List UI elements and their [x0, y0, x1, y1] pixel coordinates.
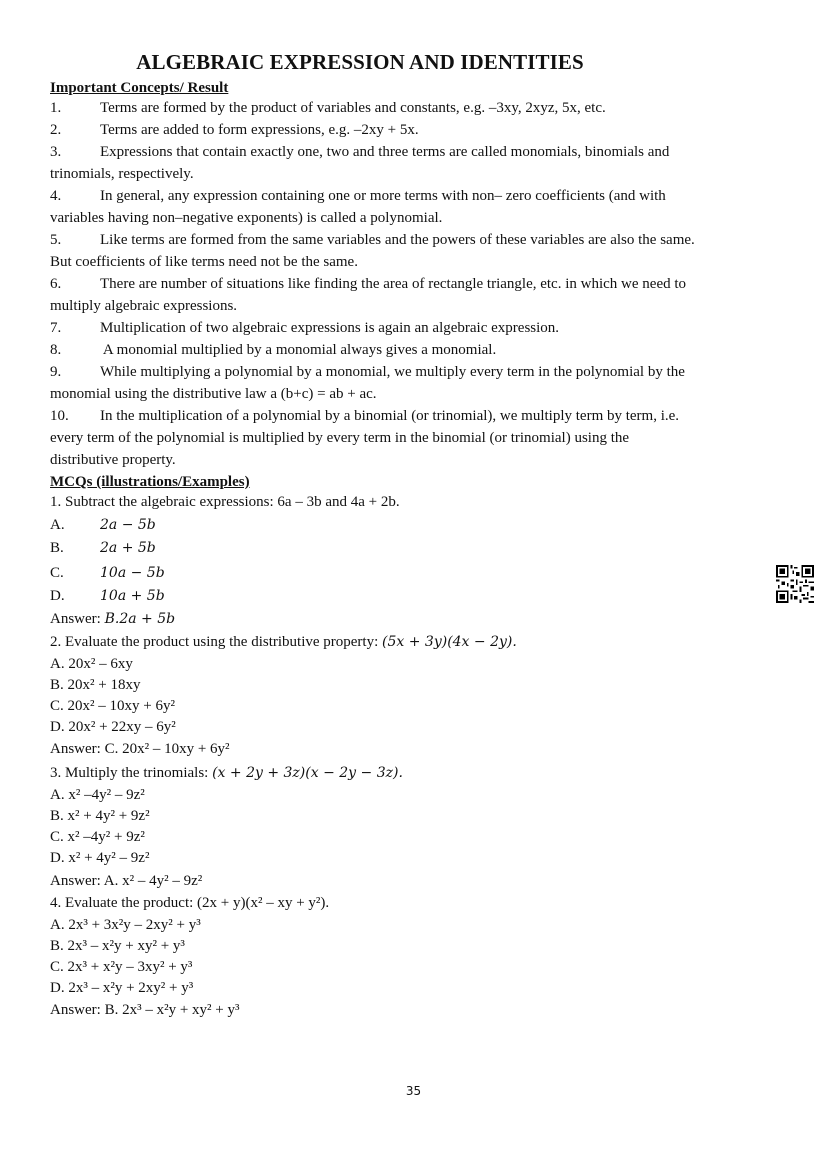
mcq-heading: MCQs (illustrations/Examples)	[50, 474, 250, 490]
q1-option-a	[50, 514, 156, 536]
answer-label: Answer:	[50, 611, 105, 627]
page-title: ALGEBRAIC EXPRESSION AND IDENTITIES	[136, 50, 584, 74]
concept-text: There are number of situations like finding the area of rectangle triangle, etc. in which we need to	[100, 276, 687, 292]
concept-7	[50, 317, 559, 339]
concept-3-cont: trinomials, respectively.	[50, 166, 194, 182]
concept-text: Like terms are formed from the same variables and the powers of these variables are also the same.	[100, 232, 695, 248]
concept-number: 2.	[50, 122, 62, 138]
concept-5-cont: But coefficients of like terms need not be the same.	[50, 254, 358, 270]
q3-answer: Answer: A. x² – 4y² – 9z²	[50, 873, 203, 889]
q4-option-d: D. 2x³ – x²y + 2xy² + y³	[50, 980, 194, 996]
q2-option-a: A. 20x² – 6xy	[50, 656, 133, 672]
q2-option-c: C. 20x² – 10xy + 6y²	[50, 698, 175, 714]
option-text: 2a − 5b	[100, 517, 156, 533]
concept-text: In the multiplication of a polynomial by a binomial (or trinomial), we multiply term by term, i.e.	[100, 408, 680, 424]
concept-number: 5.	[50, 232, 62, 248]
concept-2	[50, 119, 419, 141]
concept-10-cont: every term of the polynomial is multiplied by every term in the binomial (or trinomial) using the	[50, 430, 630, 446]
q4-option-b: B. 2x³ – x²y + xy² + y³	[50, 938, 185, 954]
concept-number: 4.	[50, 188, 62, 204]
q2-option-d: D. 20x² + 22xy – 6y²	[50, 719, 176, 735]
concept-number: 1.	[50, 100, 62, 116]
question-3	[50, 762, 403, 784]
concept-9-cont: monomial using the distributive law a (b+c) = ab + ac.	[50, 386, 377, 402]
concept-number: 8.	[50, 342, 62, 358]
answer-text: B.2a + 5b	[104, 611, 176, 627]
concept-10-cont2: distributive property.	[50, 452, 176, 468]
option-label: A.	[50, 517, 65, 533]
q3-option-a: A. x² –4y² – 9z²	[50, 787, 145, 803]
q4-option-a: A. 2x³ + 3x²y – 2xy² + y³	[50, 917, 201, 933]
q1-option-d	[50, 585, 165, 607]
concept-text: In general, any expression containing one or more terms with non– zero coefficients (and with	[100, 188, 666, 204]
question-text: 2. Evaluate the product using the distributive property:	[50, 634, 383, 650]
concept-3	[50, 141, 669, 163]
concept-text: Expressions that contain exactly one, two and three terms are called monomials, binomials and	[100, 144, 670, 160]
q3-option-c: C. x² –4y² + 9z²	[50, 829, 145, 845]
concept-number: 9.	[50, 364, 62, 380]
q3-option-b: B. x² + 4y² + 9z²	[50, 808, 150, 824]
option-label: C.	[50, 565, 64, 581]
q4-option-c: C. 2x³ + x²y – 3xy² + y³	[50, 959, 193, 975]
q1-option-b	[50, 537, 156, 559]
q1-option-c	[50, 562, 165, 584]
concept-6-cont: multiply algebraic expressions.	[50, 298, 238, 314]
q2-option-b: B. 20x² + 18xy	[50, 677, 141, 693]
q1-answer	[50, 608, 175, 630]
option-label: B.	[50, 540, 64, 556]
concept-number: 10.	[50, 408, 69, 424]
concept-5	[50, 229, 695, 251]
question-1: 1. Subtract the algebraic expressions: 6a – 3b and 4a + 2b.	[50, 494, 400, 510]
concept-9	[50, 361, 685, 383]
q4-answer: Answer: B. 2x³ – x²y + xy² + y³	[50, 1002, 240, 1018]
question-4: 4. Evaluate the product: (2x + y)(x² – xy + y²).	[50, 895, 330, 911]
question-text: 3. Multiply the trinomials:	[50, 765, 213, 781]
option-label: D.	[50, 588, 65, 604]
question-expression: (5x + 3y)(4x − 2y).	[382, 634, 517, 650]
concept-number: 3.	[50, 144, 62, 160]
concept-number: 6.	[50, 276, 62, 292]
option-text: 2a + 5b	[100, 540, 156, 556]
concept-text: A monomial multiplied by a monomial always gives a monomial.	[100, 342, 497, 358]
q2-answer: Answer: C. 20x² – 10xy + 6y²	[50, 741, 230, 757]
qr-code-icon	[776, 565, 814, 603]
page-number: 35	[405, 1084, 422, 1098]
question-2	[50, 631, 517, 653]
concept-8	[50, 339, 496, 361]
concept-text: Multiplication of two algebraic expressions is again an algebraic expression.	[100, 320, 560, 336]
q3-option-d: D. x² + 4y² – 9z²	[50, 850, 150, 866]
concept-4	[50, 185, 666, 207]
concept-text: Terms are formed by the product of variables and constants, e.g. –3xy, 2xyz, 5x, etc.	[100, 100, 606, 116]
concepts-heading: Important Concepts/ Result	[50, 80, 229, 96]
question-expression: (x + 2y + 3z)(x − 2y − 3z).	[212, 765, 403, 781]
concept-text: While multiplying a polynomial by a monomial, we multiply every term in the polynomial by the	[100, 364, 685, 380]
concept-6	[50, 273, 686, 295]
concept-text: Terms are added to form expressions, e.g. –2xy + 5x.	[100, 122, 419, 138]
concept-10	[50, 405, 679, 427]
concept-4-cont: variables having non–negative exponents) is called a polynomial.	[50, 210, 443, 226]
option-text: 10a + 5b	[100, 588, 165, 604]
concept-1	[50, 97, 606, 119]
option-text: 10a − 5b	[100, 565, 165, 581]
concept-number: 7.	[50, 320, 62, 336]
